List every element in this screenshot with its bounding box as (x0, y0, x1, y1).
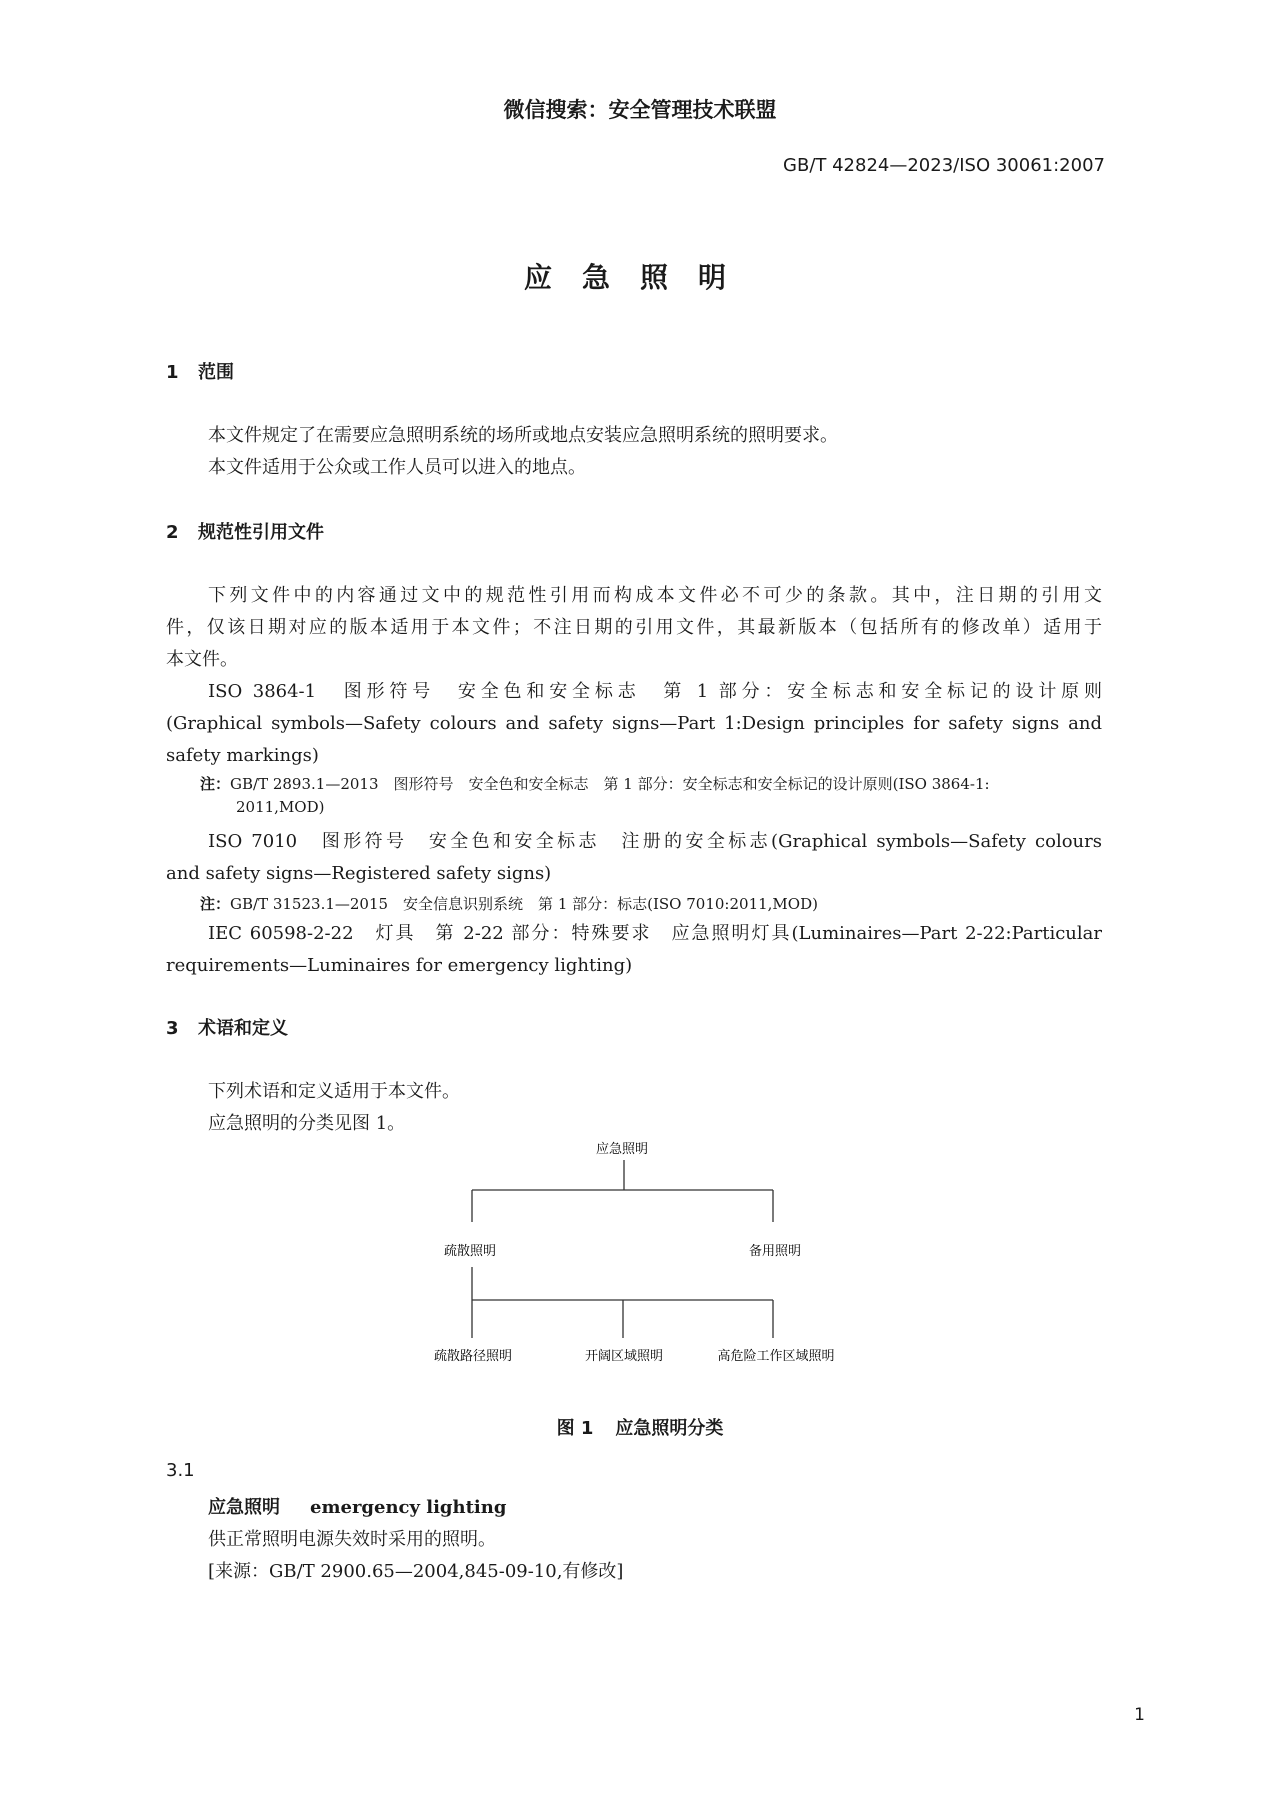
term-definition: 供正常照明电源失效时采用的照明。 (208, 1529, 496, 1550)
section-title: 术语和定义 (198, 1018, 288, 1039)
text-line: 本文件。 (166, 649, 238, 670)
text-line: requirements—Luminaires for emergency lighting) (166, 955, 633, 976)
diagram-node-high-risk-task: 高危险工作区域照明 (717, 1349, 835, 1364)
sec3-paragraph: 应急照明的分类见图 1。 (208, 1113, 406, 1134)
page-number: 1 (1134, 1705, 1145, 1725)
note-label: 注： (200, 895, 231, 913)
note-label: 注： (200, 775, 231, 793)
figure-number: 图 1 (556, 1418, 594, 1439)
figure-title: 应急照明分类 (615, 1418, 724, 1439)
sec1-paragraph: 本文件规定了在需要应急照明系统的场所或地点安装应急照明系统的照明要求。 (208, 425, 838, 446)
term-zh: 应急照明 (208, 1497, 280, 1518)
text-line: IEC 60598-2-22 灯具 第 2-22 部分：特殊要求 应急照明灯具(Luminaires—Part 2-22:Particular (208, 923, 1102, 944)
figure-caption (0, 1414, 1280, 1440)
standard-number: GB/T 42824—2023/ISO 30061:2007 (783, 155, 1105, 176)
diagram-node-standby: 备用照明 (748, 1244, 802, 1259)
section-title: 范围 (198, 362, 234, 383)
text-line: ISO 7010 图形符号 安全色和安全标志 注册的安全标志(Graphical symbols—Safety colours (208, 831, 1102, 852)
term-number: 3.1 (166, 1460, 195, 1481)
section-number: 1 (166, 362, 179, 383)
sec3-paragraph: 下列术语和定义适用于本文件。 (208, 1081, 460, 1102)
document-title: 应急照明 (523, 261, 756, 294)
note-text: GB/T 31523.1—2015 安全信息识别系统 第 1 部分：标志(ISO 7010:2011,MOD) (230, 895, 818, 913)
text-line: and safety signs—Registered safety signs) (166, 863, 552, 884)
diagram-node-escape-route: 疏散路径照明 (433, 1349, 513, 1364)
sec1-paragraph: 本文件适用于公众或工作人员可以进入的地点。 (208, 457, 586, 478)
text-line: 件，仅该日期对应的版本适用于本文件；不注日期的引用文件，其最新版本（包括所有的修改单）适用于 (166, 617, 1102, 638)
note-text: GB/T 2893.1—2013 图形符号 安全色和安全标志 第 1 部分：安全标志和安全标记的设计原则(ISO 3864-1: (230, 775, 990, 793)
term-en: emergency lighting (310, 1497, 507, 1518)
section-number: 3 (166, 1018, 179, 1039)
term-source: [来源：GB/T 2900.65—2004,845-09-10,有修改] (208, 1561, 624, 1582)
text-line: safety markings) (166, 745, 319, 766)
diagram-node-open-area: 开阔区域照明 (584, 1349, 664, 1364)
section-number: 2 (166, 522, 179, 543)
watermark-text: 微信搜索：安全管理技术联盟 (503, 98, 777, 122)
term-heading (208, 1493, 506, 1519)
text-line: ISO 3864-1 图形符号 安全色和安全标志 第 1 部分：安全标志和安全标记的设计原则 (208, 681, 1102, 702)
text-line: 下列文件中的内容通过文中的规范性引用而构成本文件必不可少的条款。其中，注日期的引用文 (208, 585, 1102, 606)
diagram-node-evacuation: 疏散照明 (443, 1244, 497, 1259)
section-title: 规范性引用文件 (198, 522, 324, 543)
diagram-node-root: 应急照明 (595, 1142, 649, 1157)
note-1-continuation: 2011,MOD) (236, 798, 325, 816)
text-line: (Graphical symbols—Safety colours and safety signs—Part 1:Design principles for safety signs and (166, 713, 1102, 734)
